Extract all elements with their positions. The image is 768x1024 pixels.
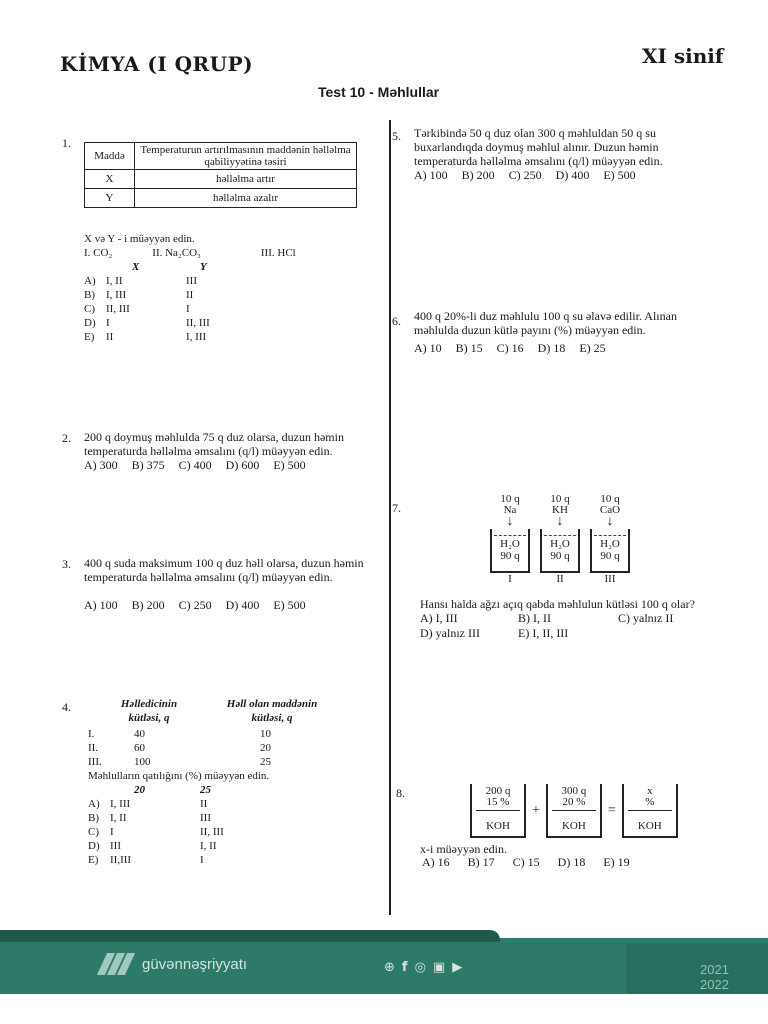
q4-col-b: 25 [200, 784, 211, 796]
q7-text: Hansı halda ağzı açıq qabda məhlulun kütləsi 100 q olar? [420, 597, 695, 611]
q4-number: 4. [62, 700, 71, 714]
q2-number: 2. [62, 431, 71, 445]
q4-opt-e-y: I [200, 854, 204, 866]
q1-col-y: Y [200, 261, 207, 273]
q1-col1-head: Maddə [85, 143, 135, 170]
q7-option-d[interactable]: D) yalnız III [420, 626, 480, 640]
q7-b2-water-mass: 90 q [550, 550, 570, 562]
q8-b1-pct: 15 % [486, 796, 510, 808]
q3-option-d[interactable]: D) 400 [225, 598, 260, 612]
q6-number: 6. [392, 314, 401, 328]
q3-number: 3. [62, 557, 71, 571]
q3-option-c[interactable]: C) 250 [178, 598, 212, 612]
q1-opt-c-x: II, III [106, 303, 130, 315]
q8-box-2 [546, 784, 602, 838]
facebook-icon[interactable]: f [401, 960, 408, 975]
q1-row1-a: X [85, 170, 135, 189]
q8-b1-substance: KOH [486, 820, 510, 832]
q8-b3-mass: x [647, 785, 653, 797]
q1-item-2: II. Na₂CO₃ [152, 247, 201, 259]
q5-option-c[interactable]: C) 250 [508, 168, 542, 182]
q8-options [422, 855, 630, 870]
q1-item-3: III. HCl [260, 247, 296, 259]
q4-row2-n: II. [88, 742, 99, 754]
footer-year-panel [626, 944, 768, 994]
q3-text: 400 q suda maksimum 100 q duz həll olarsa, duzun həmin temperaturda həlləlma əmsalını (q/l) müəyyən edin. [84, 556, 364, 584]
q1-prompt: X və Y - i müəyyən edin. [84, 233, 195, 245]
q7-beaker-3 [588, 493, 632, 585]
q8-box-3 [622, 784, 678, 838]
q4-row3-b: 25 [260, 756, 271, 768]
q8-option-d[interactable]: D) 18 [557, 855, 586, 869]
q1-table-wrap [84, 142, 357, 208]
q1-opt-e-x: II [106, 331, 114, 343]
publisher-logo-icon [98, 953, 132, 975]
q4-opt-e-label[interactable]: E) [88, 854, 99, 866]
q2-option-e[interactable]: E) 500 [273, 458, 306, 472]
q8-option-e[interactable]: E) 19 [603, 855, 630, 869]
q8-b2-mass: 300 q [561, 785, 587, 797]
year-start: 2021 [700, 962, 729, 977]
q5-option-b[interactable]: B) 200 [461, 168, 495, 182]
footer-accent [0, 930, 500, 942]
q5-number: 5. [392, 129, 401, 143]
q1-opt-e-label[interactable]: E) [84, 331, 95, 343]
q7-b3-mass: 10 q [600, 493, 620, 505]
q8-b2-pct: 20 % [562, 796, 586, 808]
down-arrow-icon: ↓ [506, 514, 514, 529]
q4-opt-d-y: I, II [200, 840, 217, 852]
q7-b1-mass: 10 q [500, 493, 520, 505]
q7-b2-water: H₂O [550, 538, 570, 550]
q3-options [84, 598, 306, 613]
q1-row1-b: həlləlma artır [135, 170, 357, 189]
q1-opt-a-x: I, II [106, 275, 123, 287]
q4-opt-b-label[interactable]: B) [88, 812, 99, 824]
q1-opt-d-y: II, III [186, 317, 210, 329]
q8-option-c[interactable]: C) 15 [512, 855, 540, 869]
q6-option-b[interactable]: B) 15 [455, 341, 483, 355]
q6-option-e[interactable]: E) 25 [579, 341, 606, 355]
q2-option-c[interactable]: C) 400 [178, 458, 212, 472]
q6-option-a[interactable]: A) 10 [414, 341, 442, 355]
q7-option-a[interactable]: A) I, III [420, 611, 458, 625]
q7-b2-label: II [556, 573, 564, 585]
q7-beakers [488, 493, 632, 585]
q4-options [88, 783, 290, 867]
q7-b1-water-mass: 90 q [500, 550, 520, 562]
q4-row3-a: 100 [134, 756, 151, 768]
youtube-icon[interactable]: ▣ [432, 960, 446, 975]
q7-b3-water-mass: 90 q [600, 550, 620, 562]
q6-option-c[interactable]: C) 16 [496, 341, 524, 355]
globe-icon[interactable]: ⊕ [384, 960, 395, 975]
q3-option-e[interactable]: E) 500 [273, 598, 306, 612]
q5-option-e[interactable]: E) 500 [603, 168, 636, 182]
q2-option-a[interactable]: A) 300 [84, 458, 118, 472]
q1-number: 1. [62, 136, 71, 150]
academic-year [700, 962, 729, 992]
q7-b3-vessel [590, 529, 630, 573]
q8-option-b[interactable]: B) 17 [467, 855, 495, 869]
q5-text: Tərkibində 50 q duz olan 300 q məhluldan 50 q su buxarlandıqda doymuş məhlul alınır. Duzun həmin temperaturda həlləlma əmsalını (q/l) müəyyən edin. [414, 126, 663, 168]
q7-b3-water: H₂O [600, 538, 620, 550]
down-arrow-icon: ↓ [556, 514, 564, 529]
q4-opt-c-label[interactable]: C) [88, 826, 99, 838]
q8-number: 8. [396, 786, 405, 800]
q7-b3-label: III [604, 573, 616, 585]
q7-option-b[interactable]: B) I, II [518, 611, 551, 625]
q8-b1-mass: 200 q [485, 785, 511, 797]
class-label: XI sinif [642, 44, 724, 68]
q1-options [84, 260, 266, 344]
q1-item-1: I. CO₂ [84, 247, 113, 259]
down-arrow-icon: ↓ [606, 514, 614, 529]
instagram-icon[interactable]: ◎ [414, 960, 426, 975]
q7-b2-vessel [540, 529, 580, 573]
column-divider [389, 120, 391, 915]
q8-text: x-i müəyyən edin. [420, 842, 507, 856]
q7-options [420, 611, 718, 641]
q1-opt-a-y: III [186, 275, 197, 287]
q6-option-d[interactable]: D) 18 [537, 341, 566, 355]
page-bottom-margin [0, 994, 768, 1024]
q1-opt-b-y: II [186, 289, 194, 301]
q4-opt-a-x: I, III [110, 798, 131, 810]
q6-options [414, 341, 606, 356]
q7-b1-substance: Na [503, 504, 517, 516]
q1-row2-b: həlləlma azalır [135, 189, 357, 208]
q4-data-rows [88, 727, 300, 769]
q1-opt-b-label[interactable]: B) [84, 289, 95, 301]
q4-row1-b: 10 [260, 728, 271, 740]
q1-opt-e-y: I, III [186, 331, 207, 343]
q4-row2-b: 20 [260, 742, 271, 754]
q8-b3-pct: % [645, 796, 655, 808]
q7-b3-substance: CaO [599, 504, 621, 516]
q4-opt-d-x: III [110, 840, 121, 852]
q1-table [84, 142, 357, 208]
q4-row2-a: 60 [134, 742, 145, 754]
q8-b3-substance: KOH [637, 820, 662, 832]
q4-opt-d-label[interactable]: D) [88, 840, 100, 852]
q1-opt-d-x: I [106, 317, 110, 329]
q1-col2-head: Temperaturun artırılmasının maddənin həlləlma qabiliyyətinə təsiri [135, 143, 357, 170]
q4-row3-n: III. [88, 756, 102, 768]
test-title: Test 10 - Məhlullar [318, 84, 440, 100]
equals-sign: = [607, 803, 616, 818]
q8-option-a[interactable]: A) 16 [422, 855, 450, 869]
q4-opt-e-x: II,III [110, 854, 132, 866]
q5-option-a[interactable]: A) 100 [414, 168, 448, 182]
q1-row2-a: Y [85, 189, 135, 208]
publisher-name: güvənnəşriyyatı [142, 955, 248, 973]
q4-row1-n: I. [88, 728, 95, 740]
q4-opt-c-x: I [110, 826, 114, 838]
q7-number: 7. [392, 501, 401, 515]
q4-opt-a-y: II [200, 798, 208, 810]
q1-items [84, 246, 296, 260]
social-icons [384, 960, 462, 975]
q4-opt-c-y: II, III [200, 826, 224, 838]
q7-option-e[interactable]: E) I, II, III [518, 626, 569, 640]
q5-options [414, 168, 636, 183]
q3-option-a[interactable]: A) 100 [84, 598, 118, 612]
q2-options [84, 458, 306, 473]
q4-opt-b-y: III [200, 812, 211, 824]
q7-option-c[interactable]: C) yalnız II [618, 611, 674, 625]
q7-b1-water: H₂O [500, 538, 520, 550]
q2-option-b[interactable]: B) 375 [131, 458, 165, 472]
q7-beaker-1 [488, 493, 532, 585]
q7-beaker-2 [538, 493, 582, 585]
q7-b1-vessel [490, 529, 530, 573]
q2-option-d[interactable]: D) 600 [225, 458, 260, 472]
q8-box-1 [470, 784, 526, 838]
q7-b2-substance: KH [552, 504, 568, 516]
q6-text: 400 q 20%-li duz məhlulu 100 q su əlavə edilir. Alınan məhlulda duzun kütlə payını (%) müəyyən edin. [414, 309, 677, 337]
q7-b1-label: I [508, 573, 512, 585]
q4-opt-b-x: I, II [110, 812, 127, 824]
q1-opt-c-label[interactable]: C) [84, 303, 95, 315]
q3-option-b[interactable]: B) 200 [131, 598, 165, 612]
q1-opt-a-label[interactable]: A) [84, 275, 96, 287]
q8-b2-substance: KOH [561, 820, 586, 832]
q5-option-d[interactable]: D) 400 [555, 168, 590, 182]
q8-mixing-diagram [470, 784, 678, 838]
q1-opt-c-y: I [186, 303, 190, 315]
q7-b2-mass: 10 q [550, 493, 570, 505]
q4-head2: Həll olan maddənin kütləsi, q [226, 698, 318, 724]
year-end: 2022 [700, 977, 729, 992]
publisher-brand [98, 953, 247, 975]
q1-opt-d-label[interactable]: D) [84, 317, 96, 329]
q1-opt-b-x: I, III [106, 289, 127, 301]
q4-prompt: Məhlulların qatılığını (%) müəyyən edin. [88, 770, 270, 782]
q1-col-x: X [132, 261, 140, 273]
q4-row1-a: 40 [134, 728, 145, 740]
q4-col-a: 20 [134, 784, 145, 796]
q4-head1: Həlledicinin kütləsi, q [120, 698, 178, 724]
q2-text: 200 q doymuş məhlulda 75 q duz olarsa, duzun həmin temperaturda həlləlma əmsalını (q/l) müəyyən edin. [84, 430, 344, 458]
q4-opt-a-label[interactable]: A) [88, 798, 100, 810]
plus-sign: + [532, 803, 540, 818]
play-icon[interactable]: ▶ [452, 960, 463, 975]
subject-title: KİMYA (I QRUP) [60, 52, 254, 76]
